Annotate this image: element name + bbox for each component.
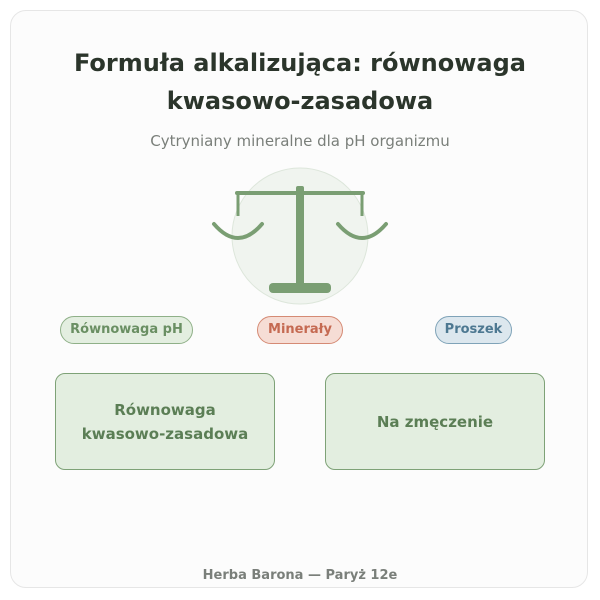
tag-minerals: Minerały <box>257 316 343 344</box>
title-line-1: Formuła alkalizująca: równowaga <box>74 49 526 77</box>
title-line-2: kwasowo-zasadowa <box>166 87 434 115</box>
footer-text: Herba Barona — Paryż 12e <box>202 568 398 583</box>
balance-scale-icon <box>210 166 390 306</box>
scale-pillar <box>296 186 304 286</box>
benefit-box-line-2: kwasowo-zasadowa <box>81 424 249 443</box>
benefit-box-fatigue <box>325 373 545 470</box>
benefit-box-acid-base <box>55 373 275 470</box>
page-subtitle: Cytryniany mineralne dla pH organizmu <box>150 132 450 150</box>
tag-ph-balance: Równowaga pH <box>60 316 193 344</box>
benefit-box-label: Na zmęczenie <box>376 412 494 431</box>
page-title <box>0 44 600 120</box>
scale-base <box>269 283 331 293</box>
tag-powder: Proszek <box>435 316 512 344</box>
benefit-box-line-1: Równowaga <box>114 400 216 419</box>
